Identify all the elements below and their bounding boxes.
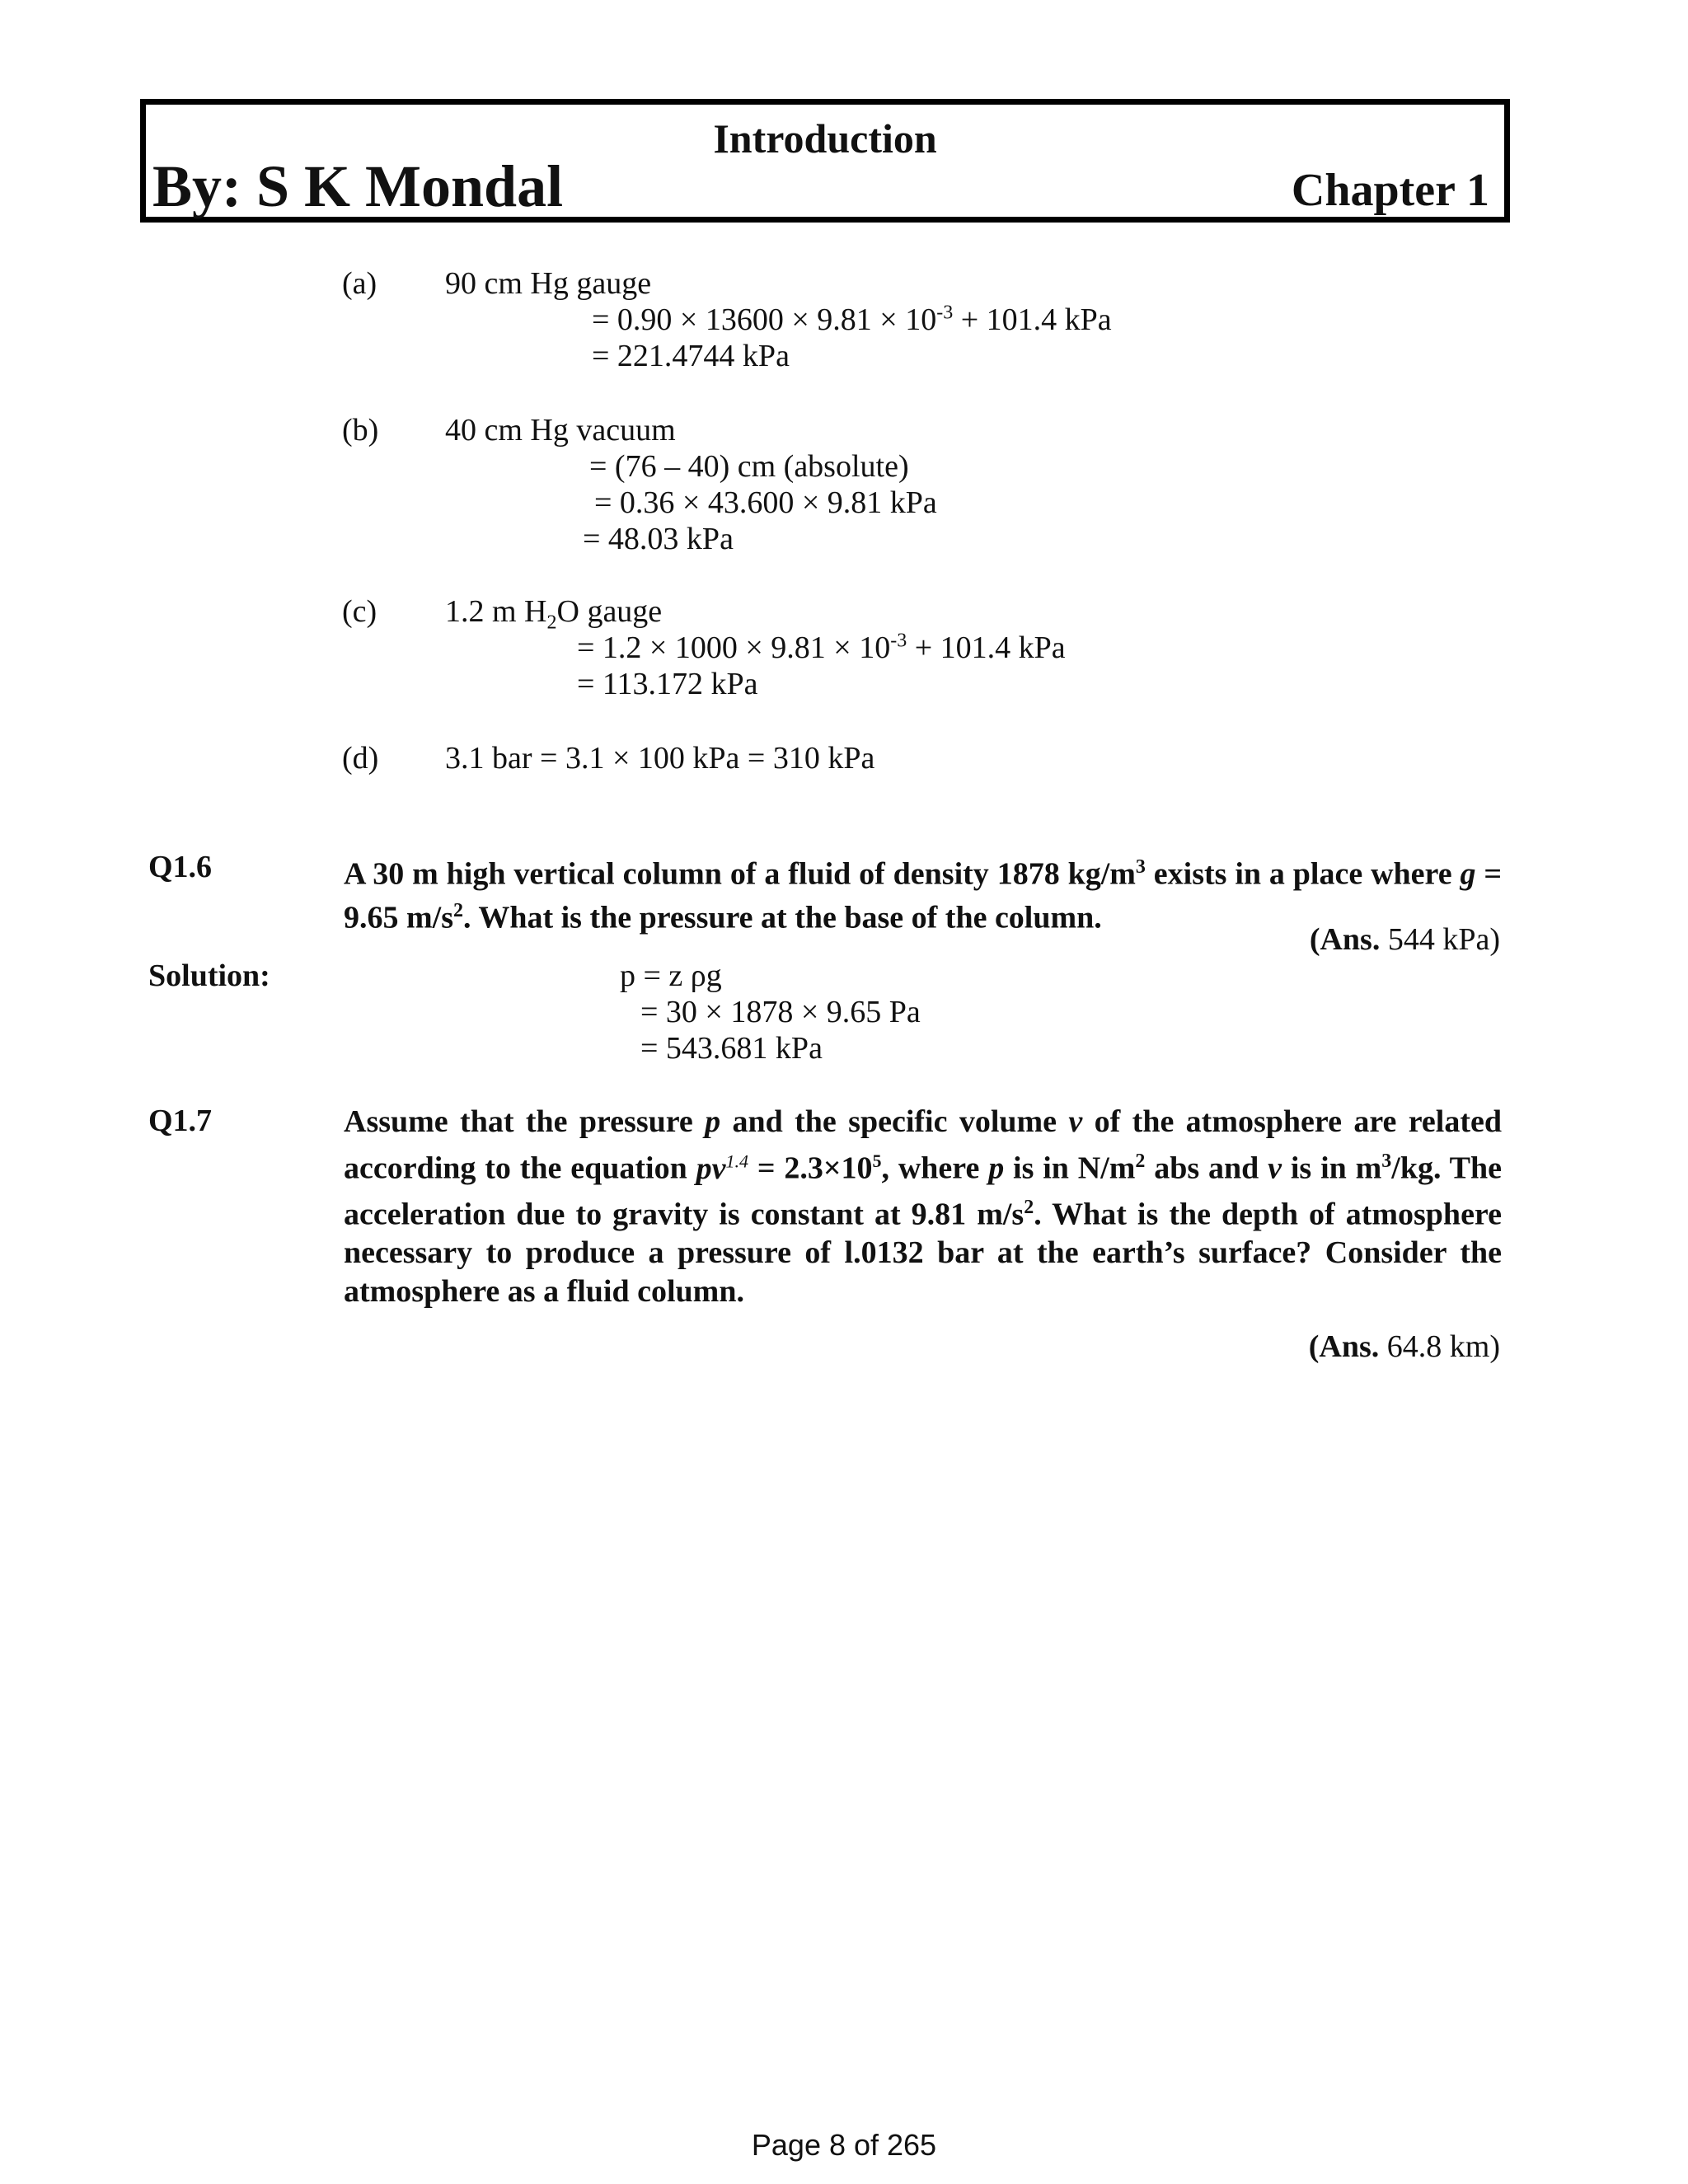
part-b-line-3: = 48.03 kPa: [583, 522, 734, 556]
q16-question: A 30 m high vertical column of a fluid of density 1878 $kg/m^3$ exists in a place where g = 9.65 $m/s^2$. What is the pressure at the base of the column.: [344, 856, 1503, 935]
part-a-line-1: = $0.90 \times 13600 \times 9.81 \times 10^{-3} + 101.4$ kPa: [592, 302, 1112, 337]
q16-solution-line-1: p = z ρg: [620, 958, 722, 993]
part-b-head: 40 cm Hg vacuum: [445, 413, 676, 448]
header-chapter: Chapter 1: [1291, 165, 1489, 216]
q16-solution-line-2: = 30 × 1878 × 9.65 Pa: [640, 995, 921, 1029]
part-a-label: (a): [342, 266, 377, 301]
q17-equation: $pv^{1.4}$: [696, 1151, 748, 1186]
header-topic: Introduction: [713, 115, 937, 162]
part-c-line-1: = $1.2 \times 1000 \times 9.81 \times 10^{-3} + 101.4$ kPa: [577, 630, 1066, 665]
part-b-label: (b): [342, 413, 379, 448]
part-c-head: 1.2 m $H_2O$ gauge: [445, 594, 663, 634]
q16-solution-label: Solution:: [148, 958, 270, 993]
part-b-line-2: = 0.36 × 43.600 × 9.81 kPa: [594, 485, 937, 520]
part-c-label: (c): [342, 594, 377, 629]
q16-label: Q1.6: [148, 850, 213, 884]
q17-label: Q1.7: [148, 1104, 213, 1138]
q17-question: Assume that the pressure p and the specific volume v of the atmosphere are related according to the equation $pv^{1.4} = 2.3\times 10^5$, where p is in $N/m^2$ abs and v is in $m^3/kg$. The acceleration due to gravity is constant at 9.81 $m/s^2$. What is the depth of atmosphere necessary to produce a pressure of l.0132 bar at the earth’s surface? Consider the atmosphere as a fluid column.: [344, 1104, 1502, 1310]
part-c-line-2: = 113.172 kPa: [577, 667, 758, 701]
q16-solution-line-3: = 543.681 kPa: [640, 1031, 823, 1066]
q17-answer: (Ans. 64.8 km): [1308, 1329, 1500, 1364]
header-author: By: S K Mondal: [152, 153, 564, 219]
part-a-head: 90 cm Hg gauge: [445, 266, 652, 301]
q16-answer: (Ans. 544 kPa): [1309, 922, 1500, 957]
page-number: Page 8 of 265: [751, 2128, 937, 2162]
page-header: [140, 99, 1510, 223]
part-d-label: (d): [342, 741, 379, 776]
part-d-head: 3.1 bar = 3.1 × 100 kPa = 310 kPa: [445, 741, 875, 776]
part-a-line-2: = 221.4744 kPa: [592, 339, 790, 373]
part-b-line-1: = (76 – 40) cm (absolute): [589, 449, 909, 484]
